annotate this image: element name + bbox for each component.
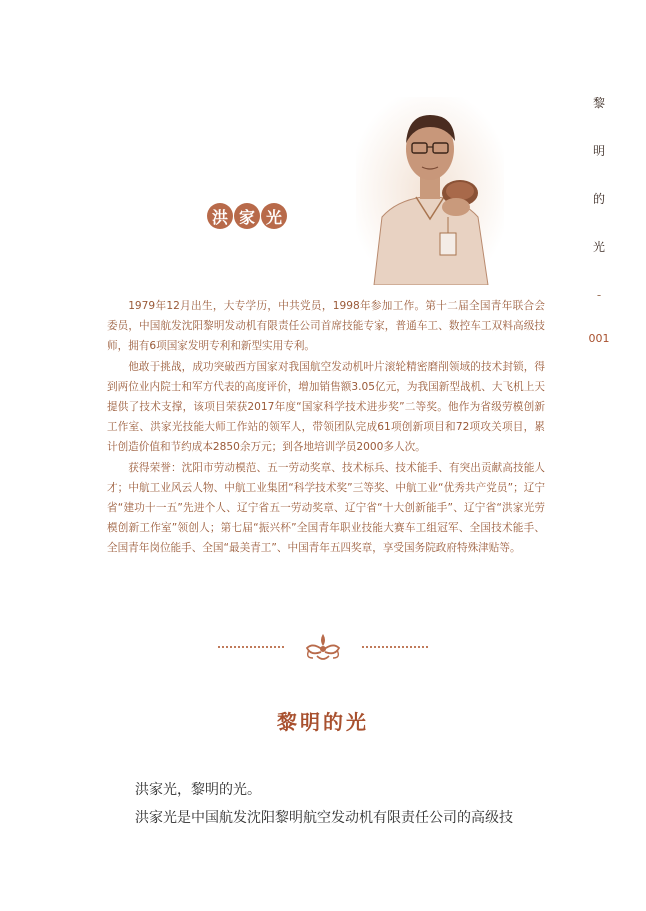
- name-badge: 光: [261, 203, 287, 229]
- page-number: 001: [588, 332, 610, 345]
- side-header-char: 光: [592, 240, 605, 254]
- dotted-line: [362, 646, 428, 648]
- section-body: [135, 776, 555, 832]
- floral-ornament-icon: [301, 632, 345, 662]
- section-title: 黎明的光: [277, 710, 369, 734]
- body-line: 洪家光，黎明的光。: [135, 782, 261, 798]
- person-name: [207, 203, 287, 229]
- side-header-char: 明: [592, 144, 605, 158]
- ornamental-divider: [218, 632, 428, 662]
- name-badge: 洪: [207, 203, 233, 229]
- bio-paragraph: 获得荣誉：沈阳市劳动模范、五一劳动奖章、技术标兵、技术能手、有突出贡献高技能人才；中航工业风云人物、中航工业集团“科学技术奖”三等奖、中航工业“优秀共产党员”；辽宁省“建功十一五”先进个人、辽宁省五一劳动奖章、辽宁省“十大创新能手”、辽宁省“洪家光劳模创新工作室”领创人；第七届“振兴杯”全国青年职业技能大赛车工组冠军、全国技术能手、全国青年岗位能手、全国“最美青工”、中国青年五四奖章，享受国务院政府特殊津贴等。: [107, 461, 545, 555]
- bio-paragraph: 他敢于挑战，成功突破西方国家对我国航空发动机叶片滚轮精密磨削领域的技术封锁，得到两位业内院士和军方代表的高度评价，增加销售额3.05亿元，为我国新型战机、大飞机上天提供了技术支撑，该项目荣获2017年度“国家科学技术进步奖”二等奖。他作为省级劳模创新工作室、洪家光技能大师工作站的领军人，带领团队完成61项创新项目和72项攻关项目，累计创造价值和节约成本2850余万元；到各地培训学员2000多人次。: [107, 360, 545, 454]
- name-badge: 家: [234, 203, 260, 229]
- side-header-char: 的: [592, 192, 605, 206]
- side-header-char: 黎: [592, 96, 605, 110]
- body-line: 洪家光是中国航发沈阳黎明航空发动机有限责任公司的高级技: [135, 810, 513, 826]
- bio-paragraph: 1979年12月出生，大专学历，中共党员，1998年参加工作。第十二届全国青年联合会委员，中国航发沈阳黎明发动机有限责任公司首席技能专家，普通车工、数控车工双料高级技师，拥有6项国家发明专利和新型实用专利。: [107, 300, 545, 353]
- side-header-dash: -: [596, 288, 602, 302]
- dotted-line: [218, 646, 284, 648]
- portrait-photo: [356, 97, 504, 285]
- biography: [107, 296, 545, 559]
- side-header: [588, 96, 610, 345]
